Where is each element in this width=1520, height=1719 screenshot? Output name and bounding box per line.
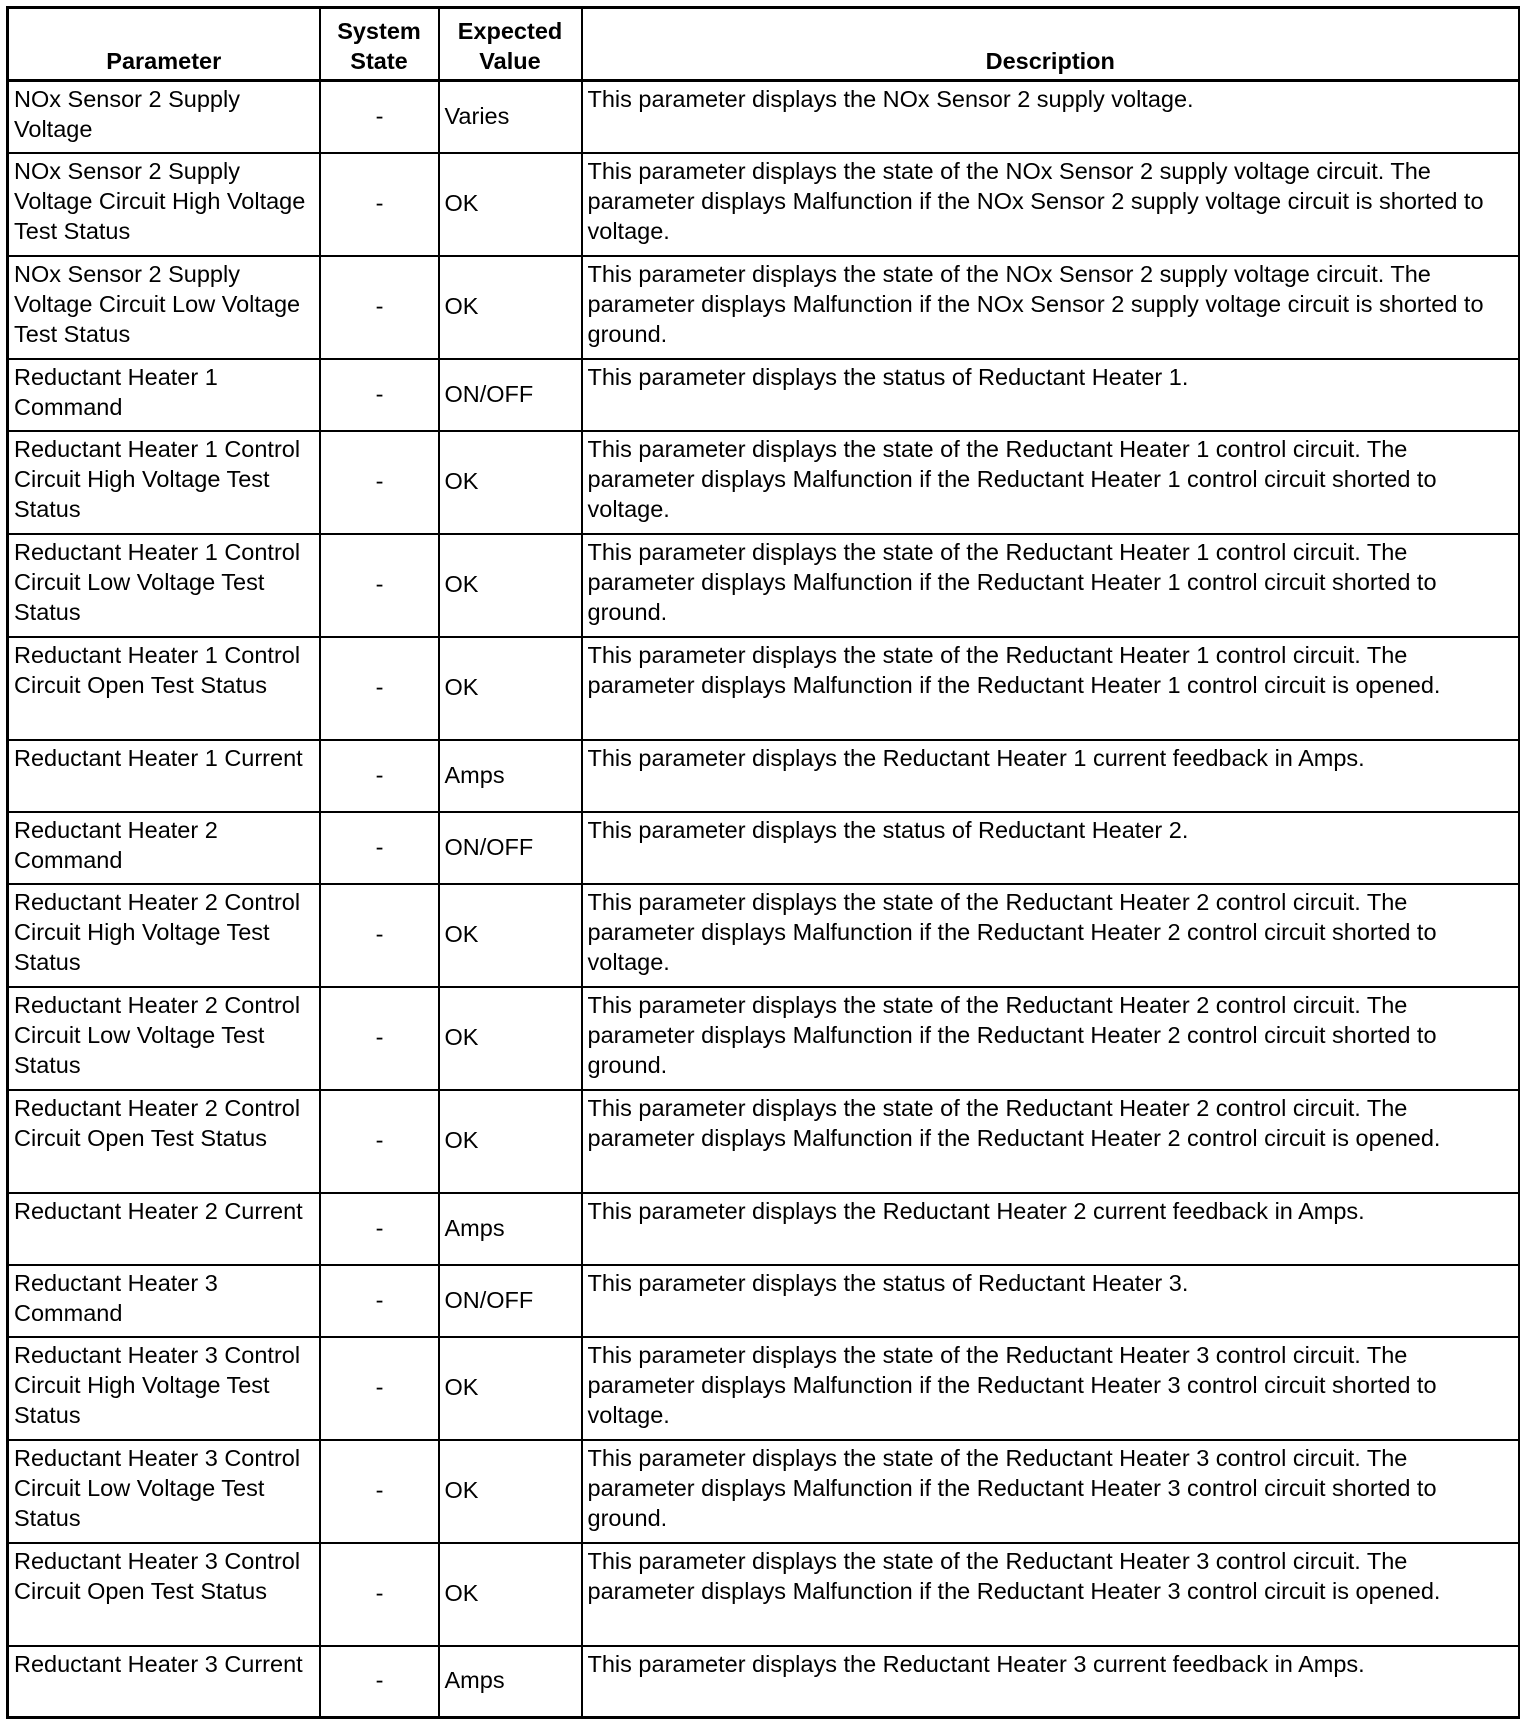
header-expected-value: Expected Value — [439, 8, 582, 81]
cell-system-state: - — [320, 1193, 439, 1265]
cell-system-state: - — [320, 740, 439, 812]
cell-description: This parameter displays the state of the Reductant Heater 2 control circuit. The parameter displays Malfunction if the Reductant Heater 2 control circuit is opened. — [582, 1090, 1520, 1193]
cell-expected-value: Amps — [439, 1646, 582, 1718]
cell-expected-value: OK — [439, 431, 582, 534]
cell-expected-value: OK — [439, 1543, 582, 1646]
cell-parameter: Reductant Heater 2 Current — [8, 1193, 320, 1265]
cell-description: This parameter displays the state of the NOx Sensor 2 supply voltage circuit. The parameter displays Malfunction if the NOx Sensor 2 supply voltage circuit is shorted to voltage. — [582, 153, 1520, 256]
header-parameter: Parameter — [8, 8, 320, 81]
cell-description: This parameter displays the Reductant Heater 3 current feedback in Amps. — [582, 1646, 1520, 1718]
cell-system-state: - — [320, 256, 439, 359]
cell-system-state: - — [320, 637, 439, 740]
table-row — [8, 740, 1520, 812]
cell-system-state: - — [320, 884, 439, 987]
cell-system-state: - — [320, 359, 439, 431]
cell-parameter: Reductant Heater 1 Control Circuit Low Voltage Test Status — [8, 534, 320, 637]
cell-description: This parameter displays the state of the Reductant Heater 2 control circuit. The parameter displays Malfunction if the Reductant Heater 2 control circuit shorted to ground. — [582, 987, 1520, 1090]
table-header-row — [8, 8, 1520, 81]
cell-system-state: - — [320, 987, 439, 1090]
cell-description: This parameter displays the state of the Reductant Heater 3 control circuit. The parameter displays Malfunction if the Reductant Heater 3 control circuit shorted to ground. — [582, 1440, 1520, 1543]
cell-parameter: Reductant Heater 2 Control Circuit Low Voltage Test Status — [8, 987, 320, 1090]
cell-expected-value: OK — [439, 1440, 582, 1543]
table-row — [8, 1193, 1520, 1265]
cell-description: This parameter displays the state of the Reductant Heater 3 control circuit. The parameter displays Malfunction if the Reductant Heater 3 control circuit shorted to voltage. — [582, 1337, 1520, 1440]
parameter-table — [6, 6, 1520, 1719]
table-row — [8, 534, 1520, 637]
cell-expected-value: OK — [439, 1337, 582, 1440]
cell-expected-value: ON/OFF — [439, 1265, 582, 1337]
cell-system-state: - — [320, 431, 439, 534]
cell-parameter: Reductant Heater 3 Current — [8, 1646, 320, 1718]
header-description: Description — [582, 8, 1520, 81]
cell-description: This parameter displays the state of the Reductant Heater 2 control circuit. The parameter displays Malfunction if the Reductant Heater 2 control circuit shorted to voltage. — [582, 884, 1520, 987]
cell-system-state: - — [320, 1090, 439, 1193]
cell-system-state: - — [320, 534, 439, 637]
cell-description: This parameter displays the status of Reductant Heater 1. — [582, 359, 1520, 431]
cell-expected-value: OK — [439, 987, 582, 1090]
cell-description: This parameter displays the state of the Reductant Heater 3 control circuit. The parameter displays Malfunction if the Reductant Heater 3 control circuit is opened. — [582, 1543, 1520, 1646]
cell-system-state: - — [320, 1543, 439, 1646]
cell-parameter: Reductant Heater 3 Control Circuit Low Voltage Test Status — [8, 1440, 320, 1543]
table-row — [8, 812, 1520, 884]
cell-parameter: Reductant Heater 3 Command — [8, 1265, 320, 1337]
table-row — [8, 81, 1520, 153]
cell-description: This parameter displays the Reductant Heater 1 current feedback in Amps. — [582, 740, 1520, 812]
cell-system-state: - — [320, 153, 439, 256]
cell-parameter: NOx Sensor 2 Supply Voltage Circuit Low Voltage Test Status — [8, 256, 320, 359]
cell-description: This parameter displays the Reductant Heater 2 current feedback in Amps. — [582, 1193, 1520, 1265]
cell-description: This parameter displays the state of the NOx Sensor 2 supply voltage circuit. The parameter displays Malfunction if the NOx Sensor 2 supply voltage circuit is shorted to ground. — [582, 256, 1520, 359]
table-row — [8, 1265, 1520, 1337]
table-row — [8, 1646, 1520, 1718]
cell-description: This parameter displays the state of the Reductant Heater 1 control circuit. The parameter displays Malfunction if the Reductant Heater 1 control circuit is opened. — [582, 637, 1520, 740]
cell-expected-value: OK — [439, 534, 582, 637]
cell-parameter: Reductant Heater 2 Command — [8, 812, 320, 884]
cell-parameter: Reductant Heater 1 Current — [8, 740, 320, 812]
cell-system-state: - — [320, 1337, 439, 1440]
table-row — [8, 884, 1520, 987]
cell-expected-value: Amps — [439, 1193, 582, 1265]
header-system-state: System State — [320, 8, 439, 81]
cell-expected-value: OK — [439, 153, 582, 256]
parameter-table-container — [6, 6, 1518, 1719]
cell-description: This parameter displays the state of the Reductant Heater 1 control circuit. The parameter displays Malfunction if the Reductant Heater 1 control circuit shorted to ground. — [582, 534, 1520, 637]
cell-parameter: Reductant Heater 2 Control Circuit High Voltage Test Status — [8, 884, 320, 987]
cell-expected-value: OK — [439, 256, 582, 359]
cell-system-state: - — [320, 1440, 439, 1543]
cell-parameter: Reductant Heater 3 Control Circuit High Voltage Test Status — [8, 1337, 320, 1440]
table-row — [8, 256, 1520, 359]
cell-parameter: NOx Sensor 2 Supply Voltage — [8, 81, 320, 153]
cell-description: This parameter displays the state of the Reductant Heater 1 control circuit. The parameter displays Malfunction if the Reductant Heater 1 control circuit shorted to voltage. — [582, 431, 1520, 534]
cell-system-state: - — [320, 1646, 439, 1718]
cell-expected-value: OK — [439, 637, 582, 740]
cell-parameter: NOx Sensor 2 Supply Voltage Circuit High Voltage Test Status — [8, 153, 320, 256]
cell-parameter: Reductant Heater 1 Control Circuit High Voltage Test Status — [8, 431, 320, 534]
cell-parameter: Reductant Heater 2 Control Circuit Open Test Status — [8, 1090, 320, 1193]
cell-expected-value: Varies — [439, 81, 582, 153]
cell-expected-value: ON/OFF — [439, 812, 582, 884]
table-row — [8, 359, 1520, 431]
cell-expected-value: OK — [439, 1090, 582, 1193]
cell-parameter: Reductant Heater 3 Control Circuit Open Test Status — [8, 1543, 320, 1646]
cell-expected-value: ON/OFF — [439, 359, 582, 431]
table-row — [8, 1337, 1520, 1440]
table-row — [8, 1440, 1520, 1543]
table-row — [8, 431, 1520, 534]
cell-description: This parameter displays the status of Reductant Heater 3. — [582, 1265, 1520, 1337]
table-row — [8, 1090, 1520, 1193]
cell-expected-value: OK — [439, 884, 582, 987]
cell-description: This parameter displays the NOx Sensor 2 supply voltage. — [582, 81, 1520, 153]
table-row — [8, 987, 1520, 1090]
cell-system-state: - — [320, 812, 439, 884]
cell-system-state: - — [320, 1265, 439, 1337]
table-row — [8, 1543, 1520, 1646]
cell-description: This parameter displays the status of Reductant Heater 2. — [582, 812, 1520, 884]
cell-expected-value: Amps — [439, 740, 582, 812]
cell-parameter: Reductant Heater 1 Control Circuit Open Test Status — [8, 637, 320, 740]
table-row — [8, 153, 1520, 256]
table-row — [8, 637, 1520, 740]
cell-system-state: - — [320, 81, 439, 153]
cell-parameter: Reductant Heater 1 Command — [8, 359, 320, 431]
